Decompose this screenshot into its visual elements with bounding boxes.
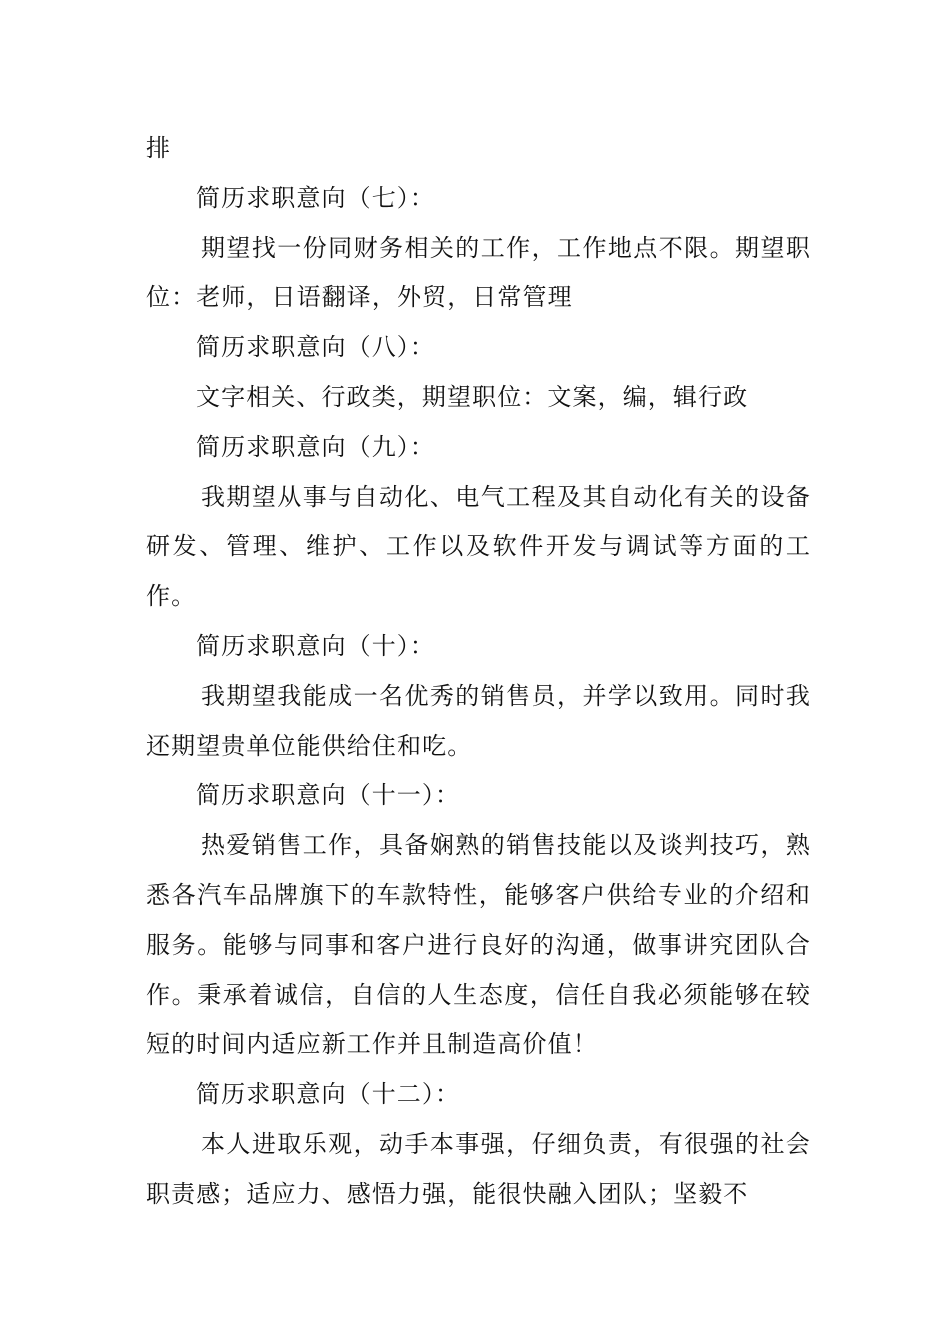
paragraph-continuation: 排 bbox=[146, 134, 172, 162]
section-heading-8: 简历求职意向（八）： bbox=[196, 333, 435, 362]
section-heading-10: 简历求职意向（十）： bbox=[196, 631, 435, 660]
paragraph-9: 我期望从事与自动化、电气工程及其自动化有关的设备研发、管理、维护、工作以及软件开发与调试等方面的工作。 bbox=[146, 482, 811, 611]
document-body bbox=[146, 124, 811, 1220]
paragraph-11: 热爱销售工作，具备娴熟的销售技能以及谈判技巧，熟悉各汽车品牌旗下的车款特性，能够客户供给专业的介绍和服务。能够与同事和客户进行良好的沟通，做事讲究团队合作。秉承着诚信，自信的人生态度，信任自我必须能够在较短的时间内适应新工作并且制造高价值！ bbox=[146, 831, 811, 1059]
paragraph-12: 本人进取乐观，动手本事强，仔细负责，有很强的社会职责感；适应力、感悟力强，能很快融入团队；坚毅不 bbox=[146, 1129, 811, 1208]
section-heading-12: 简历求职意向（十二）： bbox=[196, 1080, 461, 1109]
section-heading-11: 简历求职意向（十一）： bbox=[196, 781, 461, 810]
paragraph-7: 期望找一份同财务相关的工作，工作地点不限。期望职位：老师，日语翻译，外贸，日常管理 bbox=[146, 233, 811, 312]
section-heading-9: 简历求职意向（九）： bbox=[196, 432, 435, 461]
section-heading-7: 简历求职意向（七）： bbox=[196, 183, 435, 212]
paragraph-8: 文字相关、行政类，期望职位：文案，编，辑行政 bbox=[196, 382, 749, 411]
paragraph-10: 我期望我能成一名优秀的销售员，并学以致用。同时我还期望贵单位能供给住和吃。 bbox=[146, 681, 811, 760]
